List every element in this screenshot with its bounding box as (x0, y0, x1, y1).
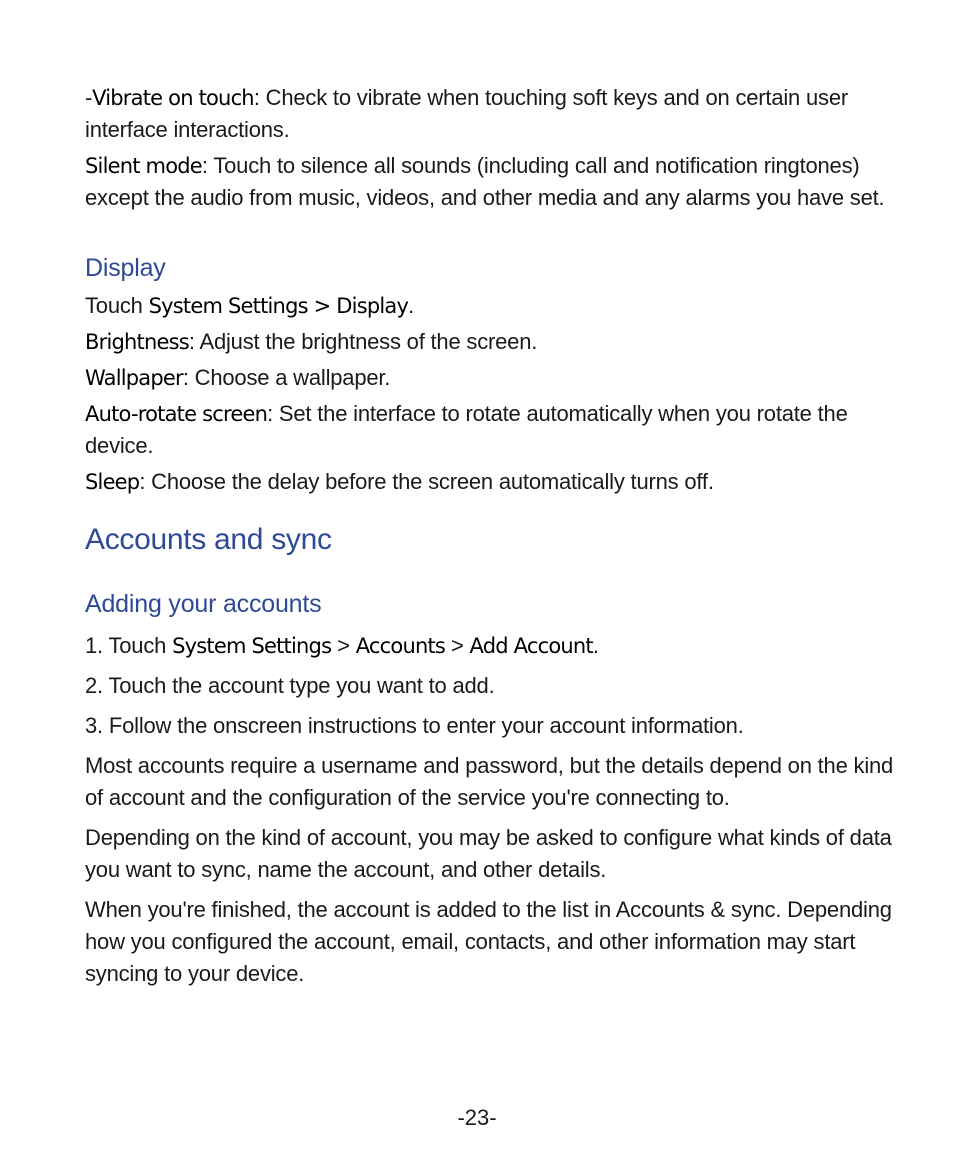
silent-mode-paragraph (85, 150, 900, 214)
accounts-paragraph-1: Most accounts require a username and password, but the details depend on the kind of account and the configuration of the service you're connecting to. (85, 753, 894, 810)
display-settings-path: System Settings > Display (148, 294, 409, 318)
brightness-paragraph (85, 326, 900, 358)
adding-your-accounts-heading: Adding your accounts (85, 590, 322, 618)
display-touch-instruction (85, 290, 900, 322)
sleep-term: Sleep (85, 470, 140, 494)
manual-page (85, 82, 900, 998)
auto-rotate-description: : Set the interface to rotate automatically when you rotate the device. (85, 401, 848, 458)
step-1-suffix: . (592, 633, 599, 658)
auto-rotate-term: Auto-rotate screen (85, 402, 268, 426)
step-1-separator-1: > (331, 633, 356, 658)
wallpaper-description: : Choose a wallpaper. (182, 365, 391, 390)
vibrate-on-touch-paragraph (85, 82, 900, 146)
vibrate-on-touch-description: : Check to vibrate when touching soft keys and on certain user interface interactions. (85, 85, 848, 142)
step-1-accounts: Accounts (355, 634, 446, 658)
touch-suffix: . (408, 293, 415, 318)
vibrate-prefix: - (85, 85, 93, 110)
accounts-paragraph-2: Depending on the kind of account, you may be asked to configure what kinds of data you want to sync, name the account, and other details. (85, 825, 892, 882)
page-number: -23- (457, 1105, 497, 1130)
brightness-description: : Adjust the brightness of the screen. (188, 329, 538, 354)
sleep-description: : Choose the delay before the screen automatically turns off. (139, 469, 714, 494)
accounts-and-sync-heading: Accounts and sync (85, 523, 332, 556)
accounts-paragraph-3: When you're finished, the account is added to the list in Accounts & sync. Depending how you configured the account, email, contacts, and other information may start syncing to your device. (85, 897, 892, 986)
step-1 (85, 630, 900, 662)
step-1-separator-2: > (445, 633, 470, 658)
silent-mode-term: Silent mode (85, 154, 202, 178)
step-2: 2. Touch the account type you want to add. (85, 673, 495, 698)
step-1-system-settings: System Settings (172, 634, 332, 658)
step-1-prefix: 1. Touch (85, 633, 173, 658)
step-3: 3. Follow the onscreen instructions to enter your account information. (85, 713, 744, 738)
wallpaper-term: Wallpaper (85, 366, 183, 390)
touch-prefix: Touch (85, 293, 149, 318)
auto-rotate-paragraph (85, 398, 900, 462)
vibrate-on-touch-term: Vibrate on touch (92, 86, 254, 110)
wallpaper-paragraph (85, 362, 900, 394)
step-1-add-account: Add Account (469, 634, 593, 658)
silent-mode-description: : Touch to silence all sounds (including call and notification ringtones) except the audio from music, videos, and other media and any alarms you have set. (85, 153, 885, 210)
sleep-paragraph (85, 466, 900, 498)
display-heading: Display (85, 254, 166, 282)
brightness-term: Brightness (85, 330, 189, 354)
